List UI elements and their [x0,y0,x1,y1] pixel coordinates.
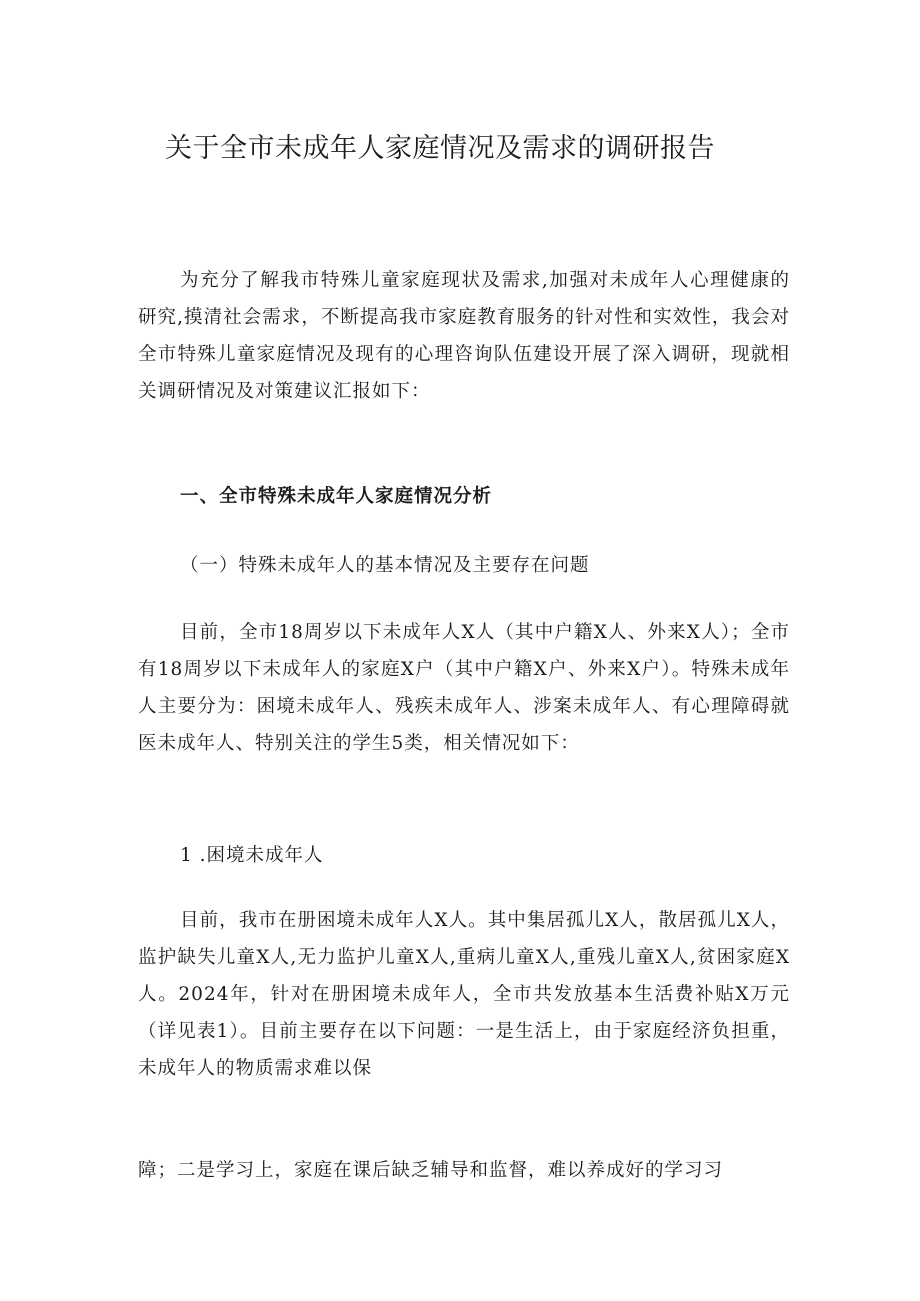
item-heading: 1 .困境未成年人 [180,845,324,866]
document-title: 关于全市未成年人家庭情况及需求的调研报告 [165,133,715,164]
subsection-heading: （一）特殊未成年人的基本情况及主要存在问题 [180,555,590,576]
overview-paragraph: 目前，全市18周岁以下未成年人X人（其中户籍X人、外来X人）；全市有18周岁以下未成年人的家庭X户（其中户籍X户、外来X户）。特殊未成年人主要分为：困境未成年人、残疾未成年人、涉案未成年人、有心理障碍就医未成年人、特别关注的学生5类，相关情况如下： [138,622,790,754]
intro-paragraph: 为充分了解我市特殊儿童家庭现状及需求,加强对未成年人心理健康的研究,摸清社会需求，不断提高我市家庭教育服务的针对性和实效性，我会对全市特殊儿童家庭情况及现有的心理咨询队伍建设开展了深入调研，现就相关调研情况及对策建议汇报如下： [138,270,790,402]
section-heading: 一、全市特殊未成年人家庭情况分析 [180,486,493,507]
continued-paragraph: 障；二是学习上，家庭在课后缺乏辅导和监督，难以养成好的学习习 [138,1160,724,1181]
item-paragraph: 目前，我市在册困境未成年人X人。其中集居孤儿X人，散居孤儿X人，监护缺失儿童X人,无力监护儿童X人,重病儿童X人,重残儿童X人,贫困家庭X人。2024年，针对在册困境未成年人，全市共发放基本生活费补贴X万元（详见表1）。目前主要存在以下问题：一是生活上，由于家庭经济负担重，未成年人的物质需求难以保 [138,910,790,1079]
